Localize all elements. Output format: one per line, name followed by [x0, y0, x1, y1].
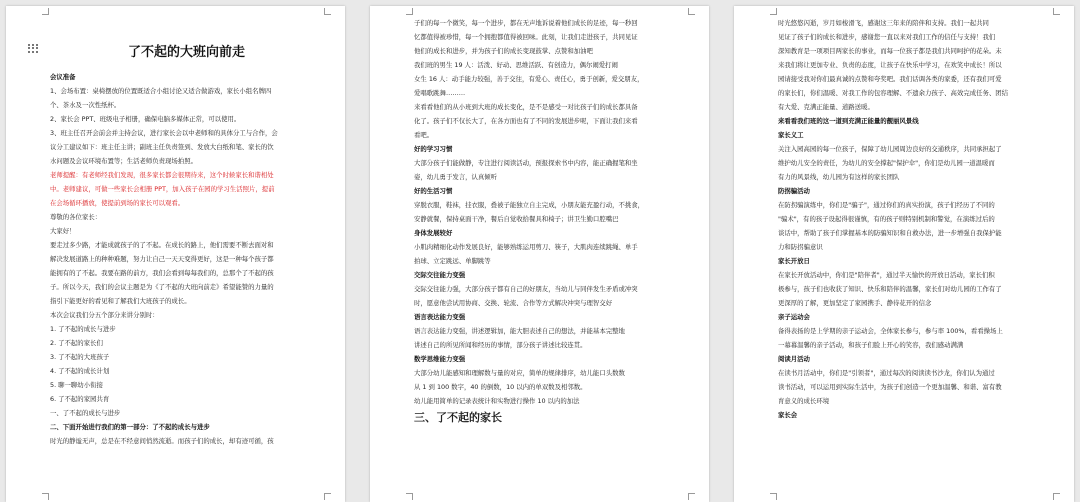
paragraph-line: 大家好！ [50, 227, 76, 235]
margin-corner-mark [1053, 493, 1060, 500]
paragraph-line: 穿脱衣服，鞋袜，挂衣服，叠被子能独立自主完成，小朋友能充盈行动，不挑食， [414, 201, 645, 209]
paragraph-line: 从 1 到 100 数字，40 的倒数，10 以内的单双数及相邻数。 [414, 383, 587, 391]
paragraph-line: 园请接受我对你们最真诚的点赞和夸奖吧。我们话调各类的家委，还有我们可爱 [778, 75, 1002, 83]
margin-corner-mark [688, 8, 695, 15]
paragraph-line: 在防拐骗演练中，你们是"骗子"，通过你们的真实扮演，孩子们经历了不同的 [778, 201, 995, 209]
page-3-text-body[interactable] [778, 16, 1052, 422]
paragraph-line: 能拥有的了不起。我要在路的前方，我们会看到每每我们的，总那个了不起的孩 [50, 269, 274, 277]
margin-corner-mark [406, 493, 413, 500]
paragraph-line: 备得表扬的是上学期的亲子运动会，全体家长参与，参与率 100%，看看操场上 [778, 327, 1003, 335]
paragraph-line: 5. 聊一聊幼小衔接 [50, 381, 103, 389]
paragraph-line: 要走过多少路，才能成就孩子的了不起。在成长的路上，他们需要不断去面对和 [50, 241, 274, 249]
paragraph-line: 时光的静谧无声，总是在不经意间悄然流逝。而孩子们的成长，却有迹可循，孩 [50, 437, 274, 445]
paragraph-line: 交际交往能力强，大部分孩子都有自己的好朋友，当幼儿与同伴发生矛盾或冲突 [414, 285, 638, 293]
paragraph-line: 6. 了不起的家园共育 [50, 395, 110, 403]
document-page-1 [6, 6, 345, 502]
paragraph-line: 在家长开放活动中，你们是"陪伴者"，通过半天愉快的开放日活动，家长们积 [778, 271, 995, 279]
margin-corner-mark [770, 493, 777, 500]
margin-corner-mark [42, 8, 49, 15]
margin-corner-mark [324, 493, 331, 500]
paragraph-line: 看吧。 [414, 131, 434, 139]
paragraph-line: 更深厚的了解，更加坚定了家园携手、静待花开的信念 [778, 299, 932, 307]
section-heading: 阅读月活动 [778, 355, 810, 363]
paragraph-line: 中。老师建议，可做一些家长会相册 PPT，加入孩子在园的学习生活照片，提前 [50, 185, 275, 193]
paragraph-line: 水问题及会议环境布置等；生活老师负责现场拍照。 [50, 157, 197, 165]
paragraph-line: 子。所以今天，我们的会议主题是为《了不起的大班向前走》希望能赞的力量的 [50, 283, 274, 291]
paragraph-line: 安静就餐，保持桌面干净，餐后自觉收拾餐具和椅子；讲卫生勤口腔嘴巴 [414, 215, 619, 223]
paragraph-line: 大部分幼儿能感知和理解数与量的对应，简单的规律排序，幼儿能口头数数 [414, 369, 625, 377]
paragraph-line: 有力的风景线，幼儿园为有这样的家长团队 [778, 173, 900, 181]
paragraph-line: 维护幼儿安全的责任，为幼儿的安全撑起"保护伞"，你们是幼儿园一道温暖而 [778, 159, 995, 167]
paragraph-line: 4. 了不起的成长计划 [50, 367, 110, 375]
paragraph-line: 个、茶水及一次性纸杯。 [50, 101, 121, 109]
paragraph-line: 一幕幕温馨的亲子活动，和孩子们脸上开心的笑容，我们感动满满 [778, 341, 964, 349]
paragraph-line: 时，愿意他尝试用协商、交换、轮流、合作等方式解决冲突与理智交好 [414, 299, 613, 307]
margin-corner-mark [324, 8, 331, 15]
paragraph-line: 1、会场布置：桌椅摆放的位置既适合小组讨论又适合做游戏，家长小组名牌四 [50, 87, 272, 95]
paragraph-line: 1. 了不起的成长与进步 [50, 325, 116, 333]
section-heading: 家长开放日 [778, 257, 810, 265]
paragraph-line: 拍球、立定跳远、单脚跳等 [414, 257, 491, 265]
document-title: 了不起的大班向前走 [127, 45, 245, 60]
page-1-text-body[interactable] [50, 16, 323, 448]
paragraph-line: 小肌肉精细化动作发展良好，能够熟练运用剪刀、筷子，大肌肉连续跳绳、单手 [414, 243, 638, 251]
paragraph-line: 的家长们，你们温暖、对我工作的包容理解、不遗余力孩子、高效完成任务、团结 [778, 89, 1009, 97]
paragraph-line: 关注入园高园的每一位孩子，保障了幼儿园周边良好的交通秩序，共同承担起了 [778, 145, 1002, 153]
section-heading: 交际交往能力变强 [414, 271, 466, 279]
paragraph-line: 他们的成长和进步，并为孩子们的成长变现鼓掌、点赞和加油吧 [414, 47, 593, 55]
section-heading: 数学思维能力变强 [414, 355, 466, 363]
paragraph-line: "骗术"，有的孩子设起得很谨慎，有的孩子则特别机制和警觉，在演练过后的 [778, 215, 995, 223]
paragraph-line: 女生 16 人：动手能力较强，善于交往，有爱心、责任心，勇于创新，爱交朋友， [414, 75, 644, 83]
section-heading: 好的学习习惯 [414, 145, 453, 153]
paragraph-line: 一、了不起的成长与进步 [50, 409, 121, 417]
paragraph-line: 子们的每一个微笑，每一个进步，都在无声地诉说着他们成长的足迹，每一秒回 [414, 19, 638, 27]
paragraph-line: 力和防拐骗意识 [778, 243, 823, 251]
paragraph-line: 尊敬的各位家长： [50, 213, 102, 221]
margin-corner-mark [406, 8, 413, 15]
document-page-2 [370, 6, 709, 502]
section-heading: 语言表达能力变强 [414, 313, 466, 321]
section-heading: 身体发展较好 [414, 229, 453, 237]
paragraph-line: 谈话中，帮助了孩子们掌握基本的防骗知识和自救办法，进一步增强自我保护能 [778, 229, 1002, 237]
paragraph-line: 姿，幼儿勇于发言，认真倾听 [414, 173, 498, 181]
section-heading: 亲子运动会 [778, 313, 810, 321]
paragraph-line: 解决发展道路上的种种难题，努力让自己一天天变得更好，这是一种每个孩子都 [50, 255, 274, 263]
section-heading: 来看看我们班的这一道到充满正能量的靓丽风景线 [778, 117, 919, 125]
paragraph-line: 化了。孩子们不仅长大了，在各方面也有了不同的发展进步呢，下面让我们来看 [414, 117, 638, 125]
paragraph-line: 见证了孩子们的成长和进步，感谢您一直以来对我们工作的信任与支持！我们 [778, 33, 996, 41]
margin-corner-mark [42, 493, 49, 500]
paragraph-line: 老师提醒：有老师经我们发现，很多家长都会很期待来，这个时候家长和谐相处 [50, 171, 274, 179]
paragraph-line: 在读书月活动中，你们是"引领者"，通过每次的阅读读书沙龙，你们认为通过 [778, 369, 995, 377]
section-heading: 家长会 [778, 411, 798, 419]
paragraph-line: 3、班主任召开会前会并主持会议，进行家长会以中老师和的具体分工与合作，会 [50, 129, 278, 137]
margin-corner-mark [770, 8, 777, 15]
paragraph-line: 育意义的成长环境 [778, 397, 830, 405]
paragraph-line: 忆都值得被珍惜，每一个拥抱都值得被回味。此刻，让我们走进孩子，共同见证 [414, 33, 638, 41]
paragraph-line: 指引下能更好的看见和了解我们大班孩子的成长。 [50, 297, 191, 305]
paragraph-line: 时光悠悠闪逝，岁月如梭滑飞，感谢这三年来的陪伴和支持。我们一起共同 [778, 19, 989, 27]
section-heading: 家长义工 [778, 131, 804, 139]
section-heading: 三、了不起的家长 [414, 411, 502, 424]
paragraph-line: 议分工建议如下：班主任主讲；副班主任负责签到、发放大白纸和笔、家长的饮 [50, 143, 274, 151]
paragraph-line: 大部分孩子们能做静，专注进行阅读活动，预报探索书中内容，能正确握笔和坐 [414, 159, 638, 167]
section-heading: 好的生活习惯 [414, 187, 453, 195]
section-heading: 会议准备 [50, 73, 76, 81]
paragraph-line: 我们班的男生 19 人：活泼、好动、思维活跃、有创造力，偶尔闹爱打闹 [414, 61, 618, 69]
page-2-text-body[interactable] [414, 16, 687, 428]
paragraph-line: 3. 了不起的大班孩子 [50, 353, 110, 361]
paragraph-line: 深知教育是一项项目两家长的事业，而每一位孩子都是我们共同呵护的花朵。未 [778, 47, 1002, 55]
document-page-3 [734, 6, 1074, 502]
paragraph-line: 在会场循环播放，使提前到场的家长可以观看。 [50, 199, 185, 207]
drag-handle-icon[interactable] [28, 44, 37, 53]
paragraph-line: 幼儿能用简单的记录表统计和实物进行操作 10 以内的加法 [414, 397, 580, 405]
paragraph-line: 本次会议我们分五个部分来讲分别时： [50, 311, 159, 319]
paragraph-line: 2、家长会 PPT、班级电子相册，确保电脑多媒体正常，可以使用。 [50, 115, 241, 123]
paragraph-line: 语言表达能力变强，讲述逻辑加，能大胆表述自己的想法，并能基本完整地 [414, 327, 625, 335]
paragraph-line: 爱唱歌跳舞……… [414, 89, 466, 97]
section-heading: 防拐骗活动 [778, 187, 810, 195]
paragraph-line: 讲述自己的所见所闻和经历的事情，部分孩子讲述比较连贯。 [414, 341, 587, 349]
paragraph-line: 来我们将让更加专业、负责的态度，让孩子在快乐中学习，在欢笑中成长！所以 [778, 61, 1002, 69]
paragraph-line: 极参与，孩子们也收获了知识、快乐和陪伴的温馨，家长们对幼儿园的工作有了 [778, 285, 1002, 293]
margin-corner-mark [688, 493, 695, 500]
paragraph-line: 有大爱、克满正能量、道路送暖。 [778, 103, 874, 111]
paragraph-line: 2. 了不起的家长们 [50, 339, 103, 347]
paragraph-line: 来看看他们的从小班到大班的成长变化，是不是感受一对比孩子们的成长都具备 [414, 103, 638, 111]
margin-corner-mark [1053, 8, 1060, 15]
section-heading: 二、下面开始进行我们的第一部分：了不起的成长与进步 [50, 423, 210, 431]
paragraph-line: 读书活动，可以运用到实际生活中，为孩子们创造一个更加温馨、和谐、富有教 [778, 383, 1002, 391]
